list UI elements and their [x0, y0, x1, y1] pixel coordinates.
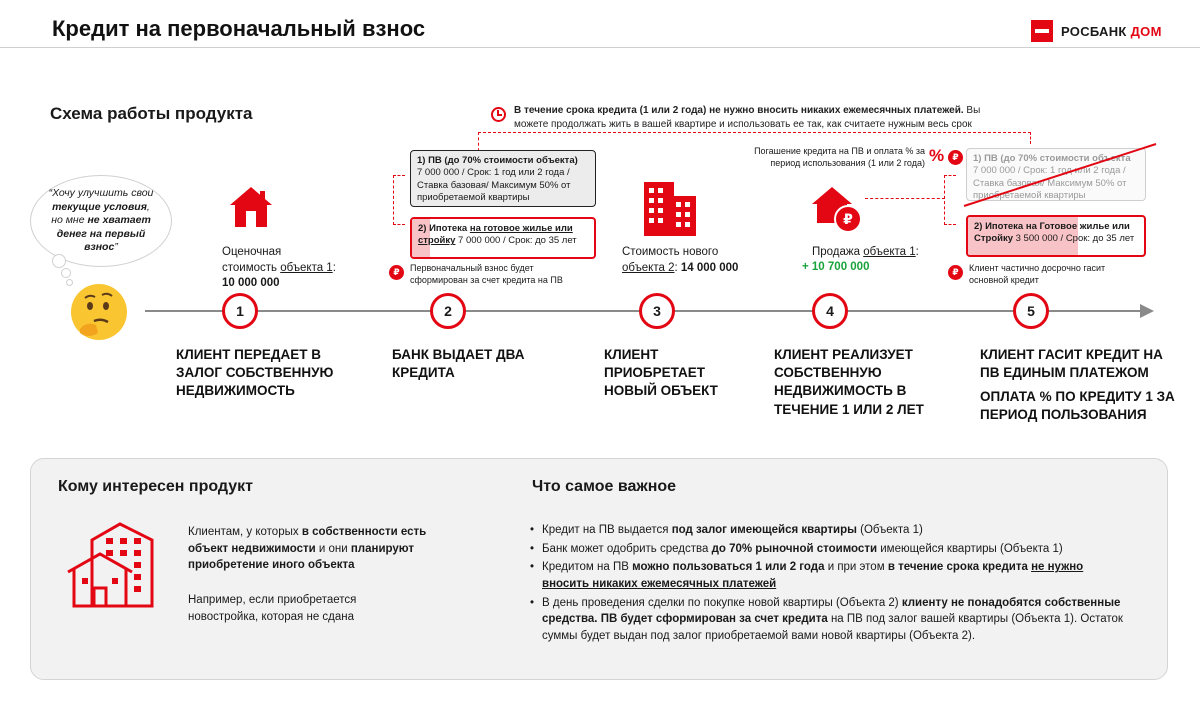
house-ruble-icon — [810, 183, 866, 235]
b3-text-b: можно пользоваться 1 или 2 года — [632, 561, 825, 574]
object1-link: объекта 1 — [280, 261, 333, 274]
mortgage-reduced-t2: 3 500 000 / Срок: до 35 лет — [1013, 233, 1135, 245]
list-item — [530, 559, 1130, 592]
object1-line1: Оценочная — [222, 246, 282, 258]
b3-text-a: Кредитом на ПВ — [542, 561, 633, 574]
dashed-connector-sale — [865, 198, 945, 199]
pv-repaid-title: 1) ПВ (до 70% стоимости объекта — [973, 153, 1131, 164]
audience-heading: Кому интересен продукт — [58, 478, 253, 495]
b3-text-c: и при этом — [824, 561, 888, 574]
mortgage-box-text — [418, 223, 588, 248]
clock-icon — [491, 107, 506, 122]
b2-text-b: до 70% рыночной стоимости — [711, 542, 878, 555]
step-5-label-2: ОПЛАТА % ПО КРЕДИТУ 1 ЗА ПЕРИОД ПОЛЬЗОВАНИЯ — [980, 389, 1175, 423]
logo-text — [1061, 24, 1162, 39]
object1-sale — [812, 245, 919, 261]
dashed-bracket-step5 — [944, 175, 956, 225]
thought-bubble — [30, 175, 172, 267]
strike-line — [960, 140, 1160, 210]
pv-box-text: 7 000 000 / Срок: 1 год или 2 года / Ставка базовая/ Максимум 50% от приобретаемой квартиры — [417, 167, 571, 204]
ruble-icon: ₽ — [948, 265, 963, 280]
b1-text-a: Кредит на ПВ выдается — [542, 524, 672, 536]
ruble-icon: ₽ — [389, 265, 404, 280]
object1-sale-text: Продажа — [812, 246, 864, 258]
top-note — [514, 104, 994, 131]
brand-logo — [1031, 20, 1162, 42]
pv-credit-box — [410, 150, 596, 207]
dashed-bracket-step2 — [393, 175, 405, 225]
mortgage-reduced-text — [974, 221, 1138, 246]
object2-line1: Стоимость нового — [622, 246, 719, 258]
audience-example: Например, если приобретается новостройка, которая не сдана — [188, 594, 357, 623]
thought-dot-large — [52, 254, 66, 268]
step-2-marker: 2 — [430, 293, 466, 329]
object2-value: 14 000 000 — [680, 261, 739, 274]
b2-text-a: Банк может одобрить средства — [542, 542, 712, 555]
b1-text-c: (Объекта 1) — [856, 524, 923, 536]
step-1-label: КЛИЕНТ ПЕРЕДАЕТ В ЗАЛОГ СОБСТВЕННУЮ НЕДВИЖИМОСТЬ — [176, 347, 334, 399]
step-5-marker: 5 — [1013, 293, 1049, 329]
object1-sale-value: + 10 700 000 — [802, 261, 870, 273]
ruble-icon: ₽ — [948, 150, 963, 165]
audience-text — [188, 524, 448, 574]
page-title: Кредит на первоначальный взнос — [52, 16, 426, 41]
mortgage-box — [410, 217, 596, 259]
b3-text-e: не нужно вносить никаких ежемесячных платежей — [542, 561, 1084, 591]
mortgage-box-t2: на готовое жилье или стройку — [418, 223, 573, 247]
object2-link: объекта 2 — [622, 261, 675, 274]
b4-text-c: на ПВ под залог вашей квартиры (Объекта 1). Остаток суммы будет выдан под залог приобретаемой вами новой квартиры (Объекта 2). — [542, 613, 1123, 643]
thought-part-4: не хватает денег на первый взнос — [56, 214, 151, 254]
list-item — [530, 595, 1130, 645]
object1-line2 — [222, 261, 336, 277]
step-3-label: КЛИЕНТ ПРИОБРЕТАЕТ НОВЫЙ ОБЪЕКТ — [604, 347, 718, 399]
b1-text-b: под залог имеющейся квартиры — [671, 524, 857, 536]
mortgage-box-t1: 2) Ипотека — [418, 223, 470, 234]
audience-p1a: Клиентам, у которых — [188, 526, 302, 538]
mortgage-box-reduced — [966, 215, 1146, 257]
timeline-arrow-icon — [1140, 304, 1154, 318]
b2-text-c: имеющейся квартиры (Объекта 1) — [877, 542, 1063, 555]
audience-p1d: планируют приобретение иного объекта — [188, 542, 414, 572]
repay-note: Погашение кредита на ПВ и оплата % за период использования (1 или 2 года) — [754, 146, 925, 168]
step-3-marker: 3 — [639, 293, 675, 329]
house-icon — [227, 183, 275, 231]
thought-part-1: “Хочу улучшить свои — [48, 186, 154, 199]
b4-text-b: клиенту не понадобятся собственные средства. ПВ будет сформирован за счет кредита — [542, 596, 1121, 626]
step-5-label: КЛИЕНТ ГАСИТ КРЕДИТ НА ПВ ЕДИНЫМ ПЛАТЕЖОМ — [980, 347, 1163, 381]
thinking-face-icon — [68, 281, 130, 343]
thought-dot-medium — [61, 268, 71, 278]
thought-part-5: ” — [114, 241, 118, 254]
logo-main-text: РОСБАНК — [1061, 23, 1127, 39]
dashed-connector-top — [478, 132, 1031, 133]
pv-box-title: 1) ПВ (до 70% стоимости объекта) — [417, 155, 578, 166]
object1-line2-text: стоимость — [222, 261, 281, 274]
thought-part-2: текущие условия — [52, 200, 147, 213]
b4-text-a: В день проведения сделки по покупке новой квартиры (Объекта 2) — [542, 596, 902, 609]
buildings-outline-icon — [62, 520, 162, 610]
object2-line2 — [622, 261, 738, 277]
top-note-bold: В течение срока кредита (1 или 2 года) не нужно вносить никаких ежемесячных платежей. — [514, 105, 964, 116]
object2-colon: : — [674, 261, 681, 274]
header-divider — [0, 47, 1200, 48]
list-item — [530, 541, 1130, 558]
step-4-label: КЛИЕНТ РЕАЛИЗУЕТ СОБСТВЕННУЮ НЕДВИЖИМОСТЬ В ТЕЧЕНИЕ 1 ИЛИ 2 ЛЕТ — [774, 347, 924, 417]
scheme-subtitle: Схема работы продукта — [50, 104, 253, 123]
buildings-icon — [640, 180, 698, 236]
thought-part-3: , но мне — [51, 200, 150, 227]
important-heading: Что самое важное — [532, 478, 677, 495]
object1-valuation — [222, 245, 336, 292]
mortgage-box-t3: 7 000 000 / Срок: до 35 лет — [455, 235, 577, 247]
object1-value: 10 000 000 — [222, 277, 280, 290]
b3-text-d: в течение срока кредита — [887, 561, 1032, 574]
thought-text — [45, 187, 157, 255]
step-1-marker: 1 — [222, 293, 258, 329]
object2-cost — [622, 245, 738, 276]
partial-repay-note: Клиент частично досрочно гасит основной кредит — [969, 263, 1106, 285]
pv-note: Первоначальный взнос будет сформирован за счет кредита на ПВ — [410, 263, 563, 285]
list-item — [530, 522, 1130, 539]
top-note-rest: Вы можете продолжать жить в вашей квартире и использовать ее так, как считаете нужным весь срок — [514, 105, 981, 130]
logo-accent-text: ДОМ — [1130, 23, 1162, 39]
audience-p1c: и они — [315, 542, 351, 555]
important-list — [530, 522, 1130, 647]
step-2-label: БАНК ВЫДАЕТ ДВА КРЕДИТА — [392, 347, 525, 381]
logo-mark-icon — [1031, 20, 1053, 42]
audience-p1b: в собственности есть объект недвижимости — [188, 526, 427, 555]
object1-sale-line1 — [812, 245, 919, 261]
object1-colon: : — [332, 261, 336, 274]
svg-text:₽: ₽ — [843, 212, 853, 228]
percent-icon: % — [929, 146, 945, 165]
object1-sale-colon: : — [915, 246, 919, 258]
pv-repaid-text: 7 000 000 / Срок: 1 год или 2 года / Ставка базовая/ Максимум 50% от приобретаемой квартиры — [973, 165, 1127, 202]
mortgage-reduced-t1: 2) Ипотека на Готовое жилье или Стройку — [974, 221, 1130, 245]
step-4-marker: 4 — [812, 293, 848, 329]
object1-sale-link: объекта 1 — [863, 246, 916, 258]
